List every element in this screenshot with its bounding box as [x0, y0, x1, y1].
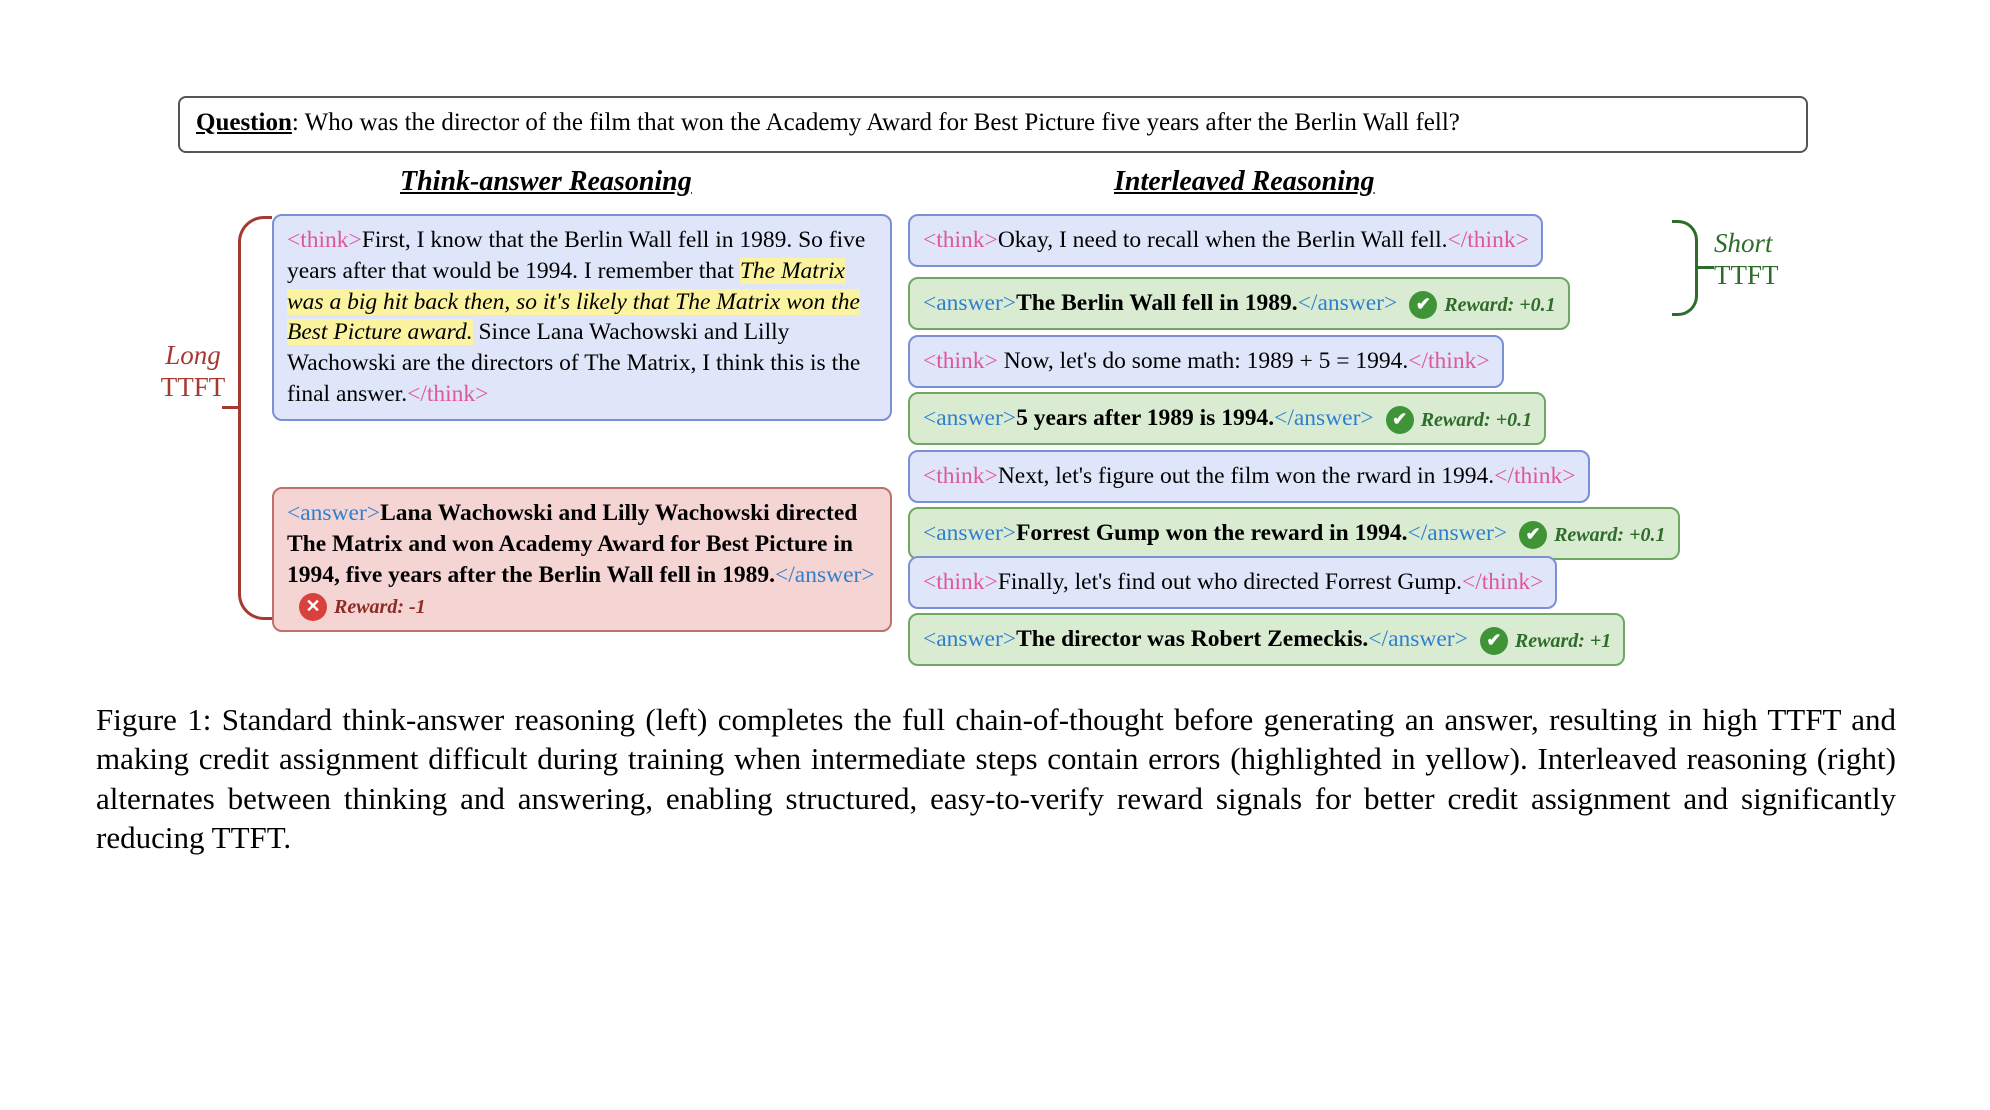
reward-label: Reward: +0.1 — [1420, 408, 1533, 431]
answer-close-tag: </answer> — [1368, 626, 1468, 652]
reward-label: Reward: -1 — [334, 595, 426, 618]
cross-icon: ✕ — [299, 593, 327, 621]
long-ttft-word1: Long — [165, 340, 221, 370]
long-ttft-brace — [238, 216, 272, 620]
interleaved-answer-bubble-2 — [908, 392, 1546, 445]
heading-interleaved: Interleaved Reasoning — [1114, 166, 1375, 197]
long-ttft-brace-nub — [222, 406, 240, 409]
answer-text: The Berlin Wall fell in 1989. — [1016, 290, 1298, 316]
think-close-tag: </think> — [407, 380, 489, 407]
answer-close-tag: </answer> — [1407, 520, 1508, 546]
reward-label: Reward: +0.1 — [1554, 523, 1666, 546]
answer-open-tag: <answer> — [923, 626, 1017, 652]
answer-close-tag: </answer> — [1297, 290, 1398, 316]
reward-badge — [299, 593, 426, 621]
answer-text: Forrest Gump won the reward in 1994. — [1016, 520, 1408, 546]
check-icon: ✔ — [1480, 627, 1508, 655]
left-think-part1: First, I know that the Berlin Wall fell in 1989. So five years after that would be 1994. I remember that — [287, 227, 866, 284]
answer-text: 5 years after 1989 is 1994. — [1016, 405, 1275, 431]
left-think-bubble — [272, 214, 892, 421]
interleaved-answer-bubble-1 — [908, 277, 1570, 330]
think-close-tag: </think> — [1462, 569, 1544, 595]
interleaved-think-bubble-1 — [908, 214, 1543, 267]
reward-badge — [1519, 521, 1665, 549]
think-open-tag: <think> — [923, 348, 998, 374]
left-think-highlight: The Matrix was a big hit back then, so it's likely that The Matrix won the Best Picture award. — [287, 257, 860, 346]
interleaved-think-bubble-2 — [908, 335, 1504, 388]
reward-label: Reward: +0.1 — [1444, 293, 1556, 316]
reward-label: Reward: +1 — [1514, 629, 1612, 652]
think-text: Now, let's do some math: 1989 + 5 = 1994. — [997, 348, 1409, 374]
reward-badge — [1409, 291, 1555, 319]
think-open-tag: <think> — [923, 569, 998, 595]
question-box — [178, 96, 1808, 153]
short-ttft-word1: Short — [1714, 228, 1773, 258]
left-think-part2: Since Lana Wachowski and Lilly Wachowski are the directors of The Matrix, I think this is the final answer. — [287, 319, 861, 407]
left-answer-bubble — [272, 487, 892, 632]
short-ttft-annotation — [1714, 228, 1779, 292]
think-close-tag: </think> — [1408, 348, 1490, 374]
interleaved-answer-bubble-4 — [908, 613, 1625, 666]
answer-open-tag: <answer> — [287, 500, 381, 526]
reward-badge — [1386, 406, 1532, 434]
check-icon: ✔ — [1409, 291, 1437, 319]
short-ttft-word2: TTFT — [1714, 259, 1779, 290]
reward-badge — [1480, 627, 1611, 655]
think-close-tag: </think> — [1494, 463, 1576, 489]
answer-close-tag: </answer> — [1274, 405, 1374, 431]
question-separator: : — [291, 109, 299, 136]
check-icon: ✔ — [1386, 406, 1414, 434]
think-close-tag: </think> — [1447, 227, 1529, 253]
think-open-tag: <think> — [923, 463, 998, 489]
long-ttft-annotation — [148, 340, 238, 404]
short-ttft-brace — [1672, 220, 1698, 316]
think-text: Next, let's figure out the film won the rward in 1994. — [997, 463, 1495, 489]
think-open-tag: <think> — [287, 227, 362, 253]
long-ttft-word2: TTFT — [160, 371, 226, 402]
question-label: Question — [196, 109, 292, 136]
interleaved-answer-bubble-3 — [908, 507, 1680, 560]
answer-open-tag: <answer> — [923, 520, 1017, 546]
question-text: Who was the director of the film that won the Academy Award for Best Picture five years after the Berlin Wall fell? — [298, 109, 1460, 136]
interleaved-think-bubble-3 — [908, 450, 1590, 503]
heading-think-answer: Think-answer Reasoning — [400, 166, 692, 197]
check-icon: ✔ — [1519, 521, 1547, 549]
interleaved-think-bubble-4 — [908, 556, 1557, 609]
left-answer-text: Lana Wachowski and Lilly Wachowski directed The Matrix and won Academy Award for Best Picture in 1994, five years after the Berlin Wall fell in 1989. — [287, 500, 858, 588]
figure-caption: Figure 1: Standard think-answer reasoning (left) completes the full chain-of-thought before generating an answer, resulting in high TTFT and making credit assignment difficult during training when intermediate steps contain errors (highlighted in yellow). Interleaved reasoning (right) alternates between thinking and answering, enabling structured, easy-to-verify reward signals for better credit assignment and significantly reducing TTFT. — [96, 702, 1896, 856]
answer-open-tag: <answer> — [923, 290, 1017, 316]
think-text: Finally, let's find out who directed Forrest Gump. — [997, 569, 1462, 595]
short-ttft-brace-nub — [1698, 266, 1714, 269]
answer-text: The director was Robert Zemeckis. — [1016, 626, 1369, 652]
answer-open-tag: <answer> — [923, 405, 1017, 431]
think-text: Okay, I need to recall when the Berlin Wall fell. — [997, 227, 1448, 253]
answer-close-tag: </answer> — [775, 561, 875, 588]
think-open-tag: <think> — [923, 227, 998, 253]
